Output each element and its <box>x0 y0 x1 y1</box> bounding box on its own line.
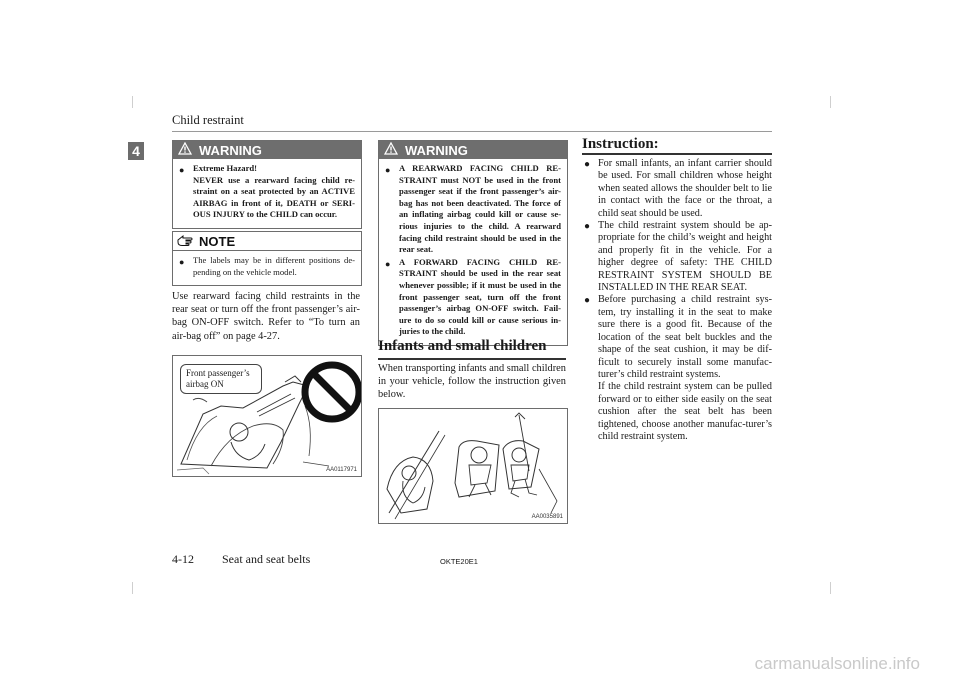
crop-mark <box>132 582 133 594</box>
warning-header <box>173 141 361 159</box>
section-header: Child restraint <box>172 113 244 127</box>
doc-code: OKTE20E1 <box>440 557 478 566</box>
chapter-tab: 4 <box>128 142 144 160</box>
warning-text: A FORWARD FACING CHILD RE-STRAINT should be used in the rear seat whenever possible; if it must be used in the front passenger seat, turn off the front passenger’s airbag ON-OFF switch. Fail-ure to do so could kill or cause serious in-juries to the child. <box>399 256 561 337</box>
airbag-callout: Front passenger’s airbag ON <box>180 364 262 394</box>
instruction-text: Before purchasing a child restraint sys-tem, try installing it in the seat to make sure there is a good fit. Because of the location of the seat belt buckles and the shape of the seat cushion, it may be dif-ficult to securely install some manufac-turer’s child restraint systems. If the child restraint system can be pulled forward or to either side easily on the seat cushion after the seat belt has been tightened, choose another manufac-turer’s child restraint system. <box>598 294 772 442</box>
instruction-text: The child restraint system should be ap-propriate for the child’s weight and height and properly fit in the vehicle. For a higher degree of safety: THE CHILD RESTRAINT SYSTEM SHOULD BE INSTALLED IN THE REAR SEAT. <box>598 220 772 294</box>
bullet-dot-icon: ● <box>385 165 391 175</box>
airbag-illustration <box>172 355 362 477</box>
note-text: The labels may be in different positions de-pending on the vehicle model. <box>193 255 355 277</box>
note-item <box>179 255 355 278</box>
bullet-dot-icon: ● <box>584 159 591 170</box>
bullet-dot-icon: ● <box>584 295 591 307</box>
warning-header <box>379 141 567 159</box>
warning-lead: Extreme Hazard! <box>193 163 258 173</box>
warning-triangle-icon <box>383 142 399 158</box>
figure-code: AA0035891 <box>531 514 563 520</box>
bullet-dot-icon: ● <box>179 165 185 175</box>
instruction-heading: Instruction: <box>582 136 659 152</box>
bullet-dot-icon: ● <box>385 258 391 269</box>
instruction-list <box>584 158 772 443</box>
instruction-rule <box>582 153 772 155</box>
warning-box-left <box>172 140 362 229</box>
warning-item <box>385 257 561 338</box>
note-box <box>172 231 362 286</box>
child-seats-illustration <box>378 408 568 524</box>
crop-mark <box>830 582 831 594</box>
warning-box-middle <box>378 140 568 346</box>
instruction-item <box>584 220 772 294</box>
crop-mark <box>132 96 133 108</box>
page-number: 4-12 <box>172 552 194 566</box>
warning-triangle-icon <box>177 142 193 158</box>
middle-paragraph: When transporting infants and small children in your vehicle, follow the instruction given below. <box>378 363 566 401</box>
child-seats-drawing <box>379 409 567 523</box>
watermark: carmanualsonline.info <box>754 654 920 673</box>
note-hand-icon <box>177 234 193 249</box>
figure-code: AA0117971 <box>326 467 357 473</box>
section-heading: Infants and small children <box>378 338 547 354</box>
bullet-dot-icon: ● <box>584 221 591 233</box>
warning-title: WARNING <box>199 142 262 158</box>
instruction-item <box>584 294 772 443</box>
warning-text: NEVER use a rearward facing child re-straint on a seat protected by an ACTIVE AIRBAG in front of it, DEATH or SERI-OUS INJURY to the CHILD can occur. <box>193 174 355 220</box>
warning-title: WARNING <box>405 142 468 158</box>
crop-mark <box>830 96 831 108</box>
warning-item <box>179 163 355 221</box>
header-rule <box>172 131 772 132</box>
warning-text: A REARWARD FACING CHILD RE-STRAINT must NOT be used in the front passenger seat if the front passenger’s air-bag has not been deactivated. The force of an inflating airbag could kill or cause se-rious injuries to the child. A rearward facing child restraint should be used in the rear seat. <box>399 163 561 255</box>
prohibition-sign-icon <box>305 365 359 419</box>
instruction-text: For small infants, an infant carrier should be used. For small children whose height when seated allows the shoulder belt to lie in contact with the face or the throat, a child seat should be used. <box>598 158 772 219</box>
left-paragraph: Use rearward facing child restraints in the rear seat or turn off the front passenger’s air-bag ON-OFF switch. Refer to “To turn an air-bag off” on page 4-27. <box>172 291 360 342</box>
footer-title: Seat and seat belts <box>222 552 311 566</box>
note-title: NOTE <box>199 233 236 249</box>
heading-rule <box>378 358 566 360</box>
instruction-item <box>584 158 772 220</box>
warning-item <box>385 163 561 256</box>
note-header <box>173 232 361 251</box>
bullet-dot-icon: ● <box>179 257 185 267</box>
